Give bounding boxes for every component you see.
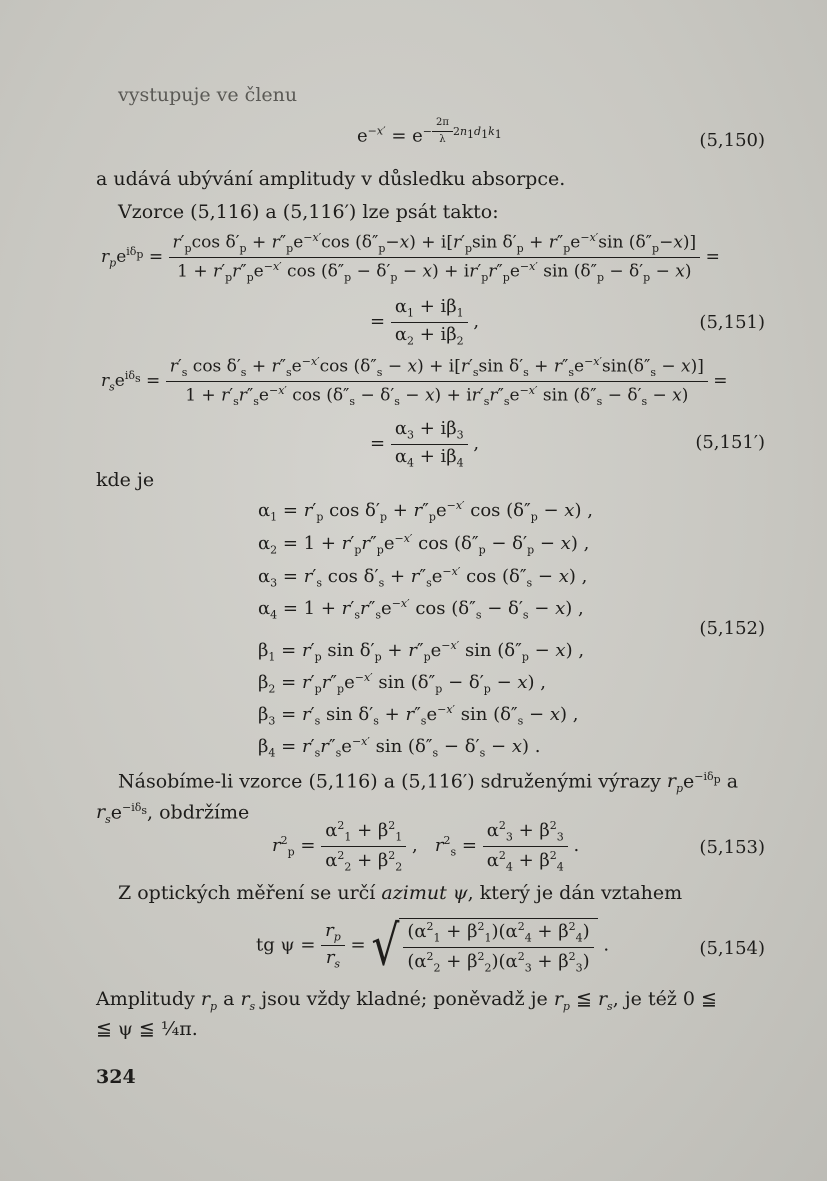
equation-5-154: tg ψ = $\frac{r_p}{r_s}$ = √ $\frac{(\alpha^2_1 + \beta^2_1)(\alpha^2_4 + \beta^2_4)}{(\alpha^2_2 + \beta^2_2)(\alpha^2_3 + \beta^2_3)}$ . — [256, 914, 610, 979]
equation-5-150: $e^{-x'} = e^{- \frac{2\pi}{\lambda} 2n_1d_1k_1}$ — [357, 117, 502, 147]
text-amplitudy-1: Amplitudy — [96, 988, 195, 1010]
eq-number-5-154: (5,154) — [699, 938, 765, 959]
eq-number-5-153: (5,153) — [699, 837, 765, 858]
eq-number-5-152: (5,152) — [699, 618, 765, 639]
text-vystupuje: vystupuje ve členu — [118, 84, 298, 106]
text-obdrzime-line: $r_se^{-i\delta_s}$, obdržíme — [96, 801, 250, 827]
text-vzorce: Vzorce (5,116) a (5,116′) lze psát takto: — [118, 201, 499, 223]
text-nasobime-a: a — [726, 770, 739, 793]
sqrt-expression: √ $\frac{(\alpha^2_1 + \beta^2_1)(\alpha^2_4 + \beta^2_4)}{(\alpha^2_2 + \beta^2_2)(\alpha^2_3 + \beta^2_3)}$ — [371, 918, 597, 973]
text-kde-je: kde je — [96, 469, 155, 491]
text-last-line: ≦ ψ ≦ ¼π. — [96, 1018, 198, 1040]
equation-alpha1: $\alpha_1 = r'_p$ $\cos \delta'_p + r''_pe^{-x'}$ $\cos (\delta''_p - x)$ , — [258, 499, 593, 524]
page-number: 324 — [96, 1066, 136, 1088]
equation-5-151p-line1: $r_se^{i\delta_s}$ = $r'_s$ $\cos \delta'_s + r''_se^{-x'}\cos$ $(\delta''_s - x) + i[r'_s\sin$ $\delta'_s + r''_se^{-x'}\sin(\delta''_s - x)$] $1 + r'_sr''_se^{-x'}$ $\cos (\delta''_s - \delta'_s - x) + ir'_sr''_se^{-x'}$ $\sin (\delta''_s - \delta'_s - x)$ = — [101, 355, 728, 409]
equation-alpha2: $\alpha_2 = 1 + r'_pr''_pe^{-x'}$ $\cos (\delta''_p - \delta'_p - x)$ , — [258, 532, 590, 557]
text-nasobime-1: Násobíme-li vzorce (5,116) a (5,116′) sdruženými výrazy — [118, 770, 661, 793]
equation-5-153: $r^2_p$ = $\frac{\alpha^2_1 + \beta^2_1}{\alpha^2_2 + \beta^2_2}$ , $r^2_s$ = $\frac{\alpha^2_3 + \beta^2_3}{\alpha^2_4 + \beta^2_4}$ . — [272, 819, 580, 874]
equation-5-151-line2: = $\frac{\alpha_1 + i\beta_1}{\alpha_2 + i\beta_2}$ , — [370, 296, 480, 348]
text-amplitudy-a: a — [223, 988, 235, 1010]
text-amplitudy: Amplitudy $r_p$ a $r_s$ jsou vždy kladné; poněvadž je $r_p$ ≦ $r_s$, je též 0 ≦ — [96, 988, 717, 1013]
text-opticke-1: Z optických měření se určí — [118, 882, 376, 904]
eq-number-5-151p: (5,151′) — [695, 432, 765, 453]
text-amplitudy-3: , je též 0 ≦ — [612, 988, 717, 1010]
equation-alpha4: $\alpha_4 = 1 + r'_sr''_se^{-x'}$ $\cos (\delta''_s - \delta'_s - x)$ , — [258, 597, 584, 622]
eq-number-5-150: (5,150) — [699, 130, 765, 151]
text-nasobime: Násobíme-li vzorce (5,116) a (5,116′) sdruženými výrazy $r_pe^{-i\delta_p}$ a — [118, 770, 739, 796]
equation-5-151-line1: $r_pe^{i\delta_p}$ = $r'_p\cos$ $\delta'_p + r''_pe^{-x'}\cos$ $(\delta''_p-x) + i[r'_p\sin$ $\delta'_p + r''_pe^{-x'}\sin$ $(\delta''_p-x)$] $1 + r'_pr''_pe^{-x'}$ $\cos (\delta''_p - \delta'_p - x) + ir'_pr''_pe^{-x'}$ $\sin (\delta''_p - \delta'_p - x)$ = — [101, 231, 720, 285]
text-opticke — [118, 884, 682, 903]
equation-beta2: $\beta_2 = r'_pr''_pe^{-x'}$ $\sin (\delta''_p - \delta'_p - x)$ , — [258, 671, 546, 696]
text-amplitudy-2: jsou vždy kladné; poněvadž je — [261, 988, 548, 1010]
text-obdrzime: , obdržíme — [147, 801, 250, 824]
equation-beta1: $\beta_1 = r'_p$ $\sin \delta'_p + r''_pe^{-x'}$ $\sin (\delta''_p - x)$ , — [258, 639, 585, 664]
text-azimut: azimut ψ — [381, 882, 468, 904]
equation-5-151p-line2: = $\frac{\alpha_3 + i\beta_3}{\alpha_4 + i\beta_4}$ , — [370, 418, 480, 470]
equation-beta3: $\beta_3 = r'_s$ $\sin \delta'_s + r''_se^{-x'}$ $\sin (\delta''_s - x)$ , — [258, 703, 579, 728]
text-opticke-2: , který je dán vztahem — [467, 882, 683, 904]
eq-number-5-151: (5,151) — [699, 312, 765, 333]
equation-alpha3: $\alpha_3 = r'_s$ $\cos \delta'_s + r''_se^{-x'}$ $\cos (\delta''_s - x)$ , — [258, 565, 588, 590]
equation-beta4: $\beta_4 = r'_sr''_se^{-x'}$ $\sin (\delta''_s - \delta'_s - x)$ . — [258, 735, 541, 760]
text-udava: a udává ubývání amplitudy v důsledku absorpce. — [96, 168, 566, 190]
